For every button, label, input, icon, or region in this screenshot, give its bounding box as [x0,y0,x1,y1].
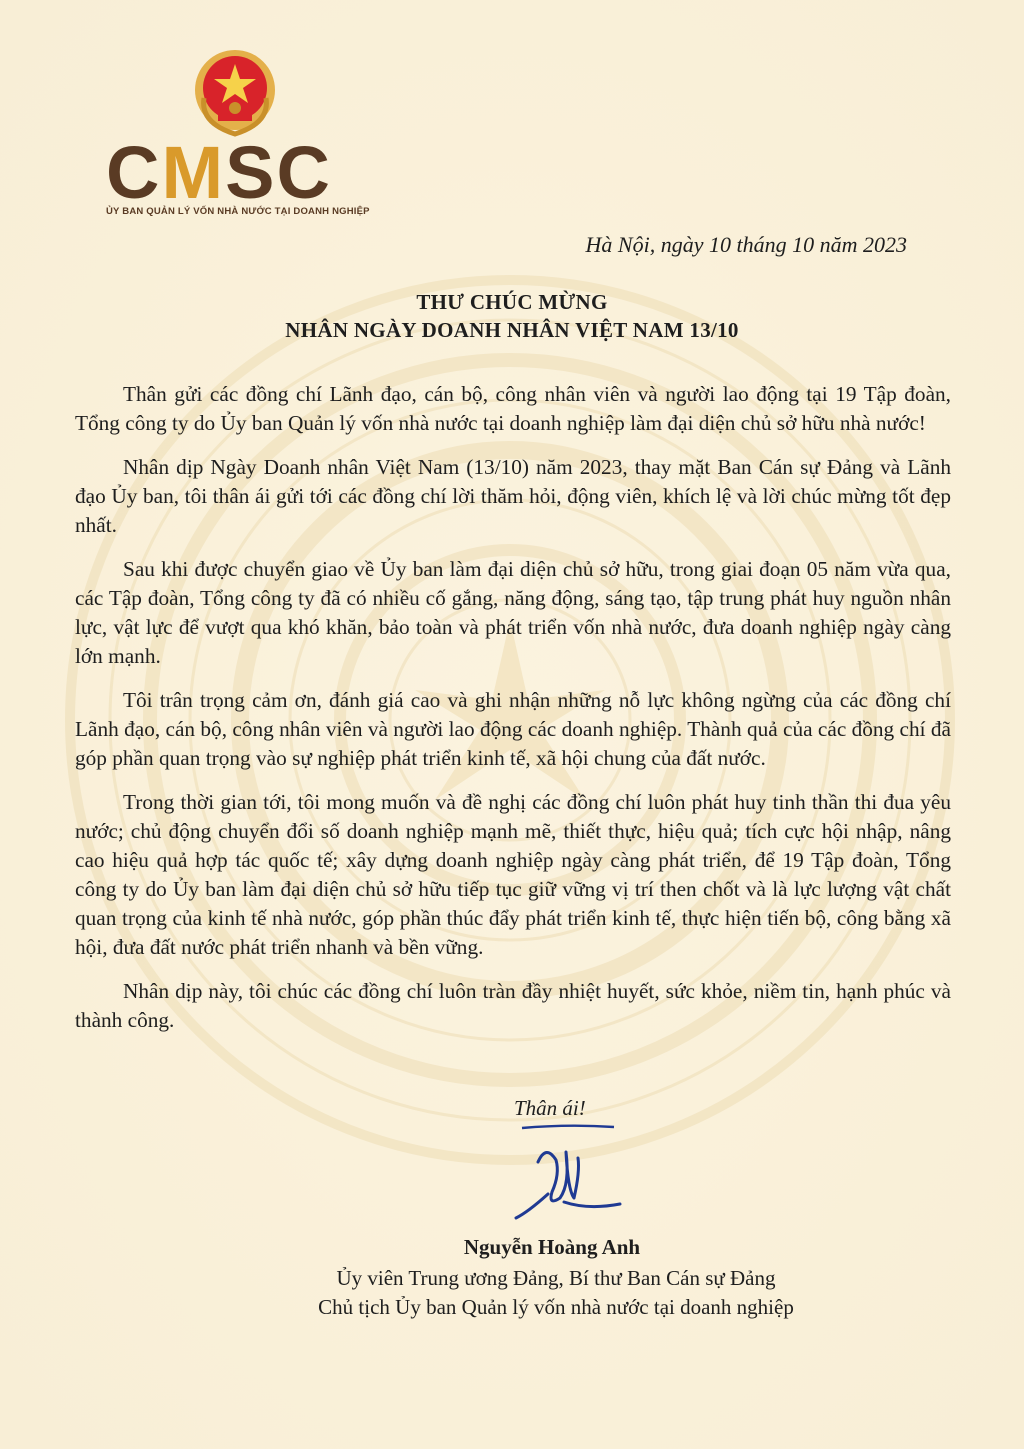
paragraph: Nhân dịp Ngày Doanh nhân Việt Nam (13/10) năm 2023, thay mặt Ban Cán sự Đảng và Lãnh đạo Ủy ban, tôi thân ái gửi tới các đồng chí lời thăm hỏi, động viên, khích lệ và lời chúc mừng tốt đẹp nhất. [75,455,951,537]
paragraph: Nhân dịp này, tôi chúc các đồng chí luôn tràn đầy nhiệt huyết, sức khỏe, niềm tin, hạnh phúc và thành công. [75,979,951,1032]
svg-text:CMSC: CMSC [106,138,332,204]
paragraph: Trong thời gian tới, tôi mong muốn và đề nghị các đồng chí luôn phát huy tinh thần thi đua yêu nước; chủ động chuyển đổi số doanh nghiệp mạnh mẽ, thiết thực, hiệu quả; tích cực hội nhập, nâng cao hiệu quả hợp tác quốc tế; xây dựng doanh nghiệp ngày càng phát triển, để 19 Tập đoàn, Tổng công ty do Ủy ban làm đại diện chủ sở hữu tiếp tục giữ vững vị trí then chốt và là lực lượng vật chất quan trọng của kinh tế nhà nước, góp phần thúc đẩy phát triển kinh tế, thực hiện tiến bộ, công bằng xã hội, đưa đất nước phát triển nhanh và bền vững. [75,790,951,959]
date-line: Hà Nội, ngày 10 tháng 10 năm 2023 [585,232,907,257]
signer-name: Nguyễn Hoàng Anh [463,1235,641,1259]
letter-body [75,380,951,1050]
national-emblem-icon [190,48,280,138]
letter-subtitle: NHÂN NGÀY DOANH NHÂN VIỆT NAM 13/10 [285,318,739,342]
cmsc-logo [106,138,368,204]
paragraph: Tôi trân trọng cảm ơn, đánh giá cao và ghi nhận những nỗ lực không ngừng của các đồng chí Lãnh đạo, cán bộ, công nhân viên và người lao động các doanh nghiệp. Thành quả của các đồng chí đã góp phần quan trọng vào sự nghiệp phát triển kinh tế, xã hội chung của đất nước. [75,688,951,770]
paragraph: Sau khi được chuyển giao về Ủy ban làm đại diện chủ sở hữu, trong giai đoạn 05 năm vừa qua, các Tập đoàn, Tổng công ty đã có nhiều cố gắng, năng động, sáng tạo, tập trung phát huy nguồn nhân lực, vật lực để vượt qua khó khăn, bảo toàn và phát triển vốn nhà nước, đưa doanh nghiệp ngày càng lớn mạnh. [75,557,951,668]
signature-stroke-top [520,1122,616,1132]
organization-name: ỦY BAN QUẢN LÝ VỐN NHÀ NƯỚC TẠI DOANH NGHIỆP [106,206,370,217]
closing-salutation: Thân ái! [514,1096,586,1120]
letter-title: THƯ CHÚC MỪNG [416,290,608,314]
signature-mark [508,1132,628,1232]
signer-position-2: Chủ tịch Ủy ban Quản lý vốn nhà nước tại doanh nghiệp [318,1295,794,1319]
signer-position-1: Ủy viên Trung ương Đảng, Bí thư Ban Cán sự Đảng [336,1266,776,1290]
paragraph: Thân gửi các đồng chí Lãnh đạo, cán bộ, công nhân viên và người lao động tại 19 Tập đoàn, Tổng công ty do Ủy ban Quản lý vốn nhà nước tại doanh nghiệp làm đại diện chủ sở hữu nhà nước! [75,382,951,435]
